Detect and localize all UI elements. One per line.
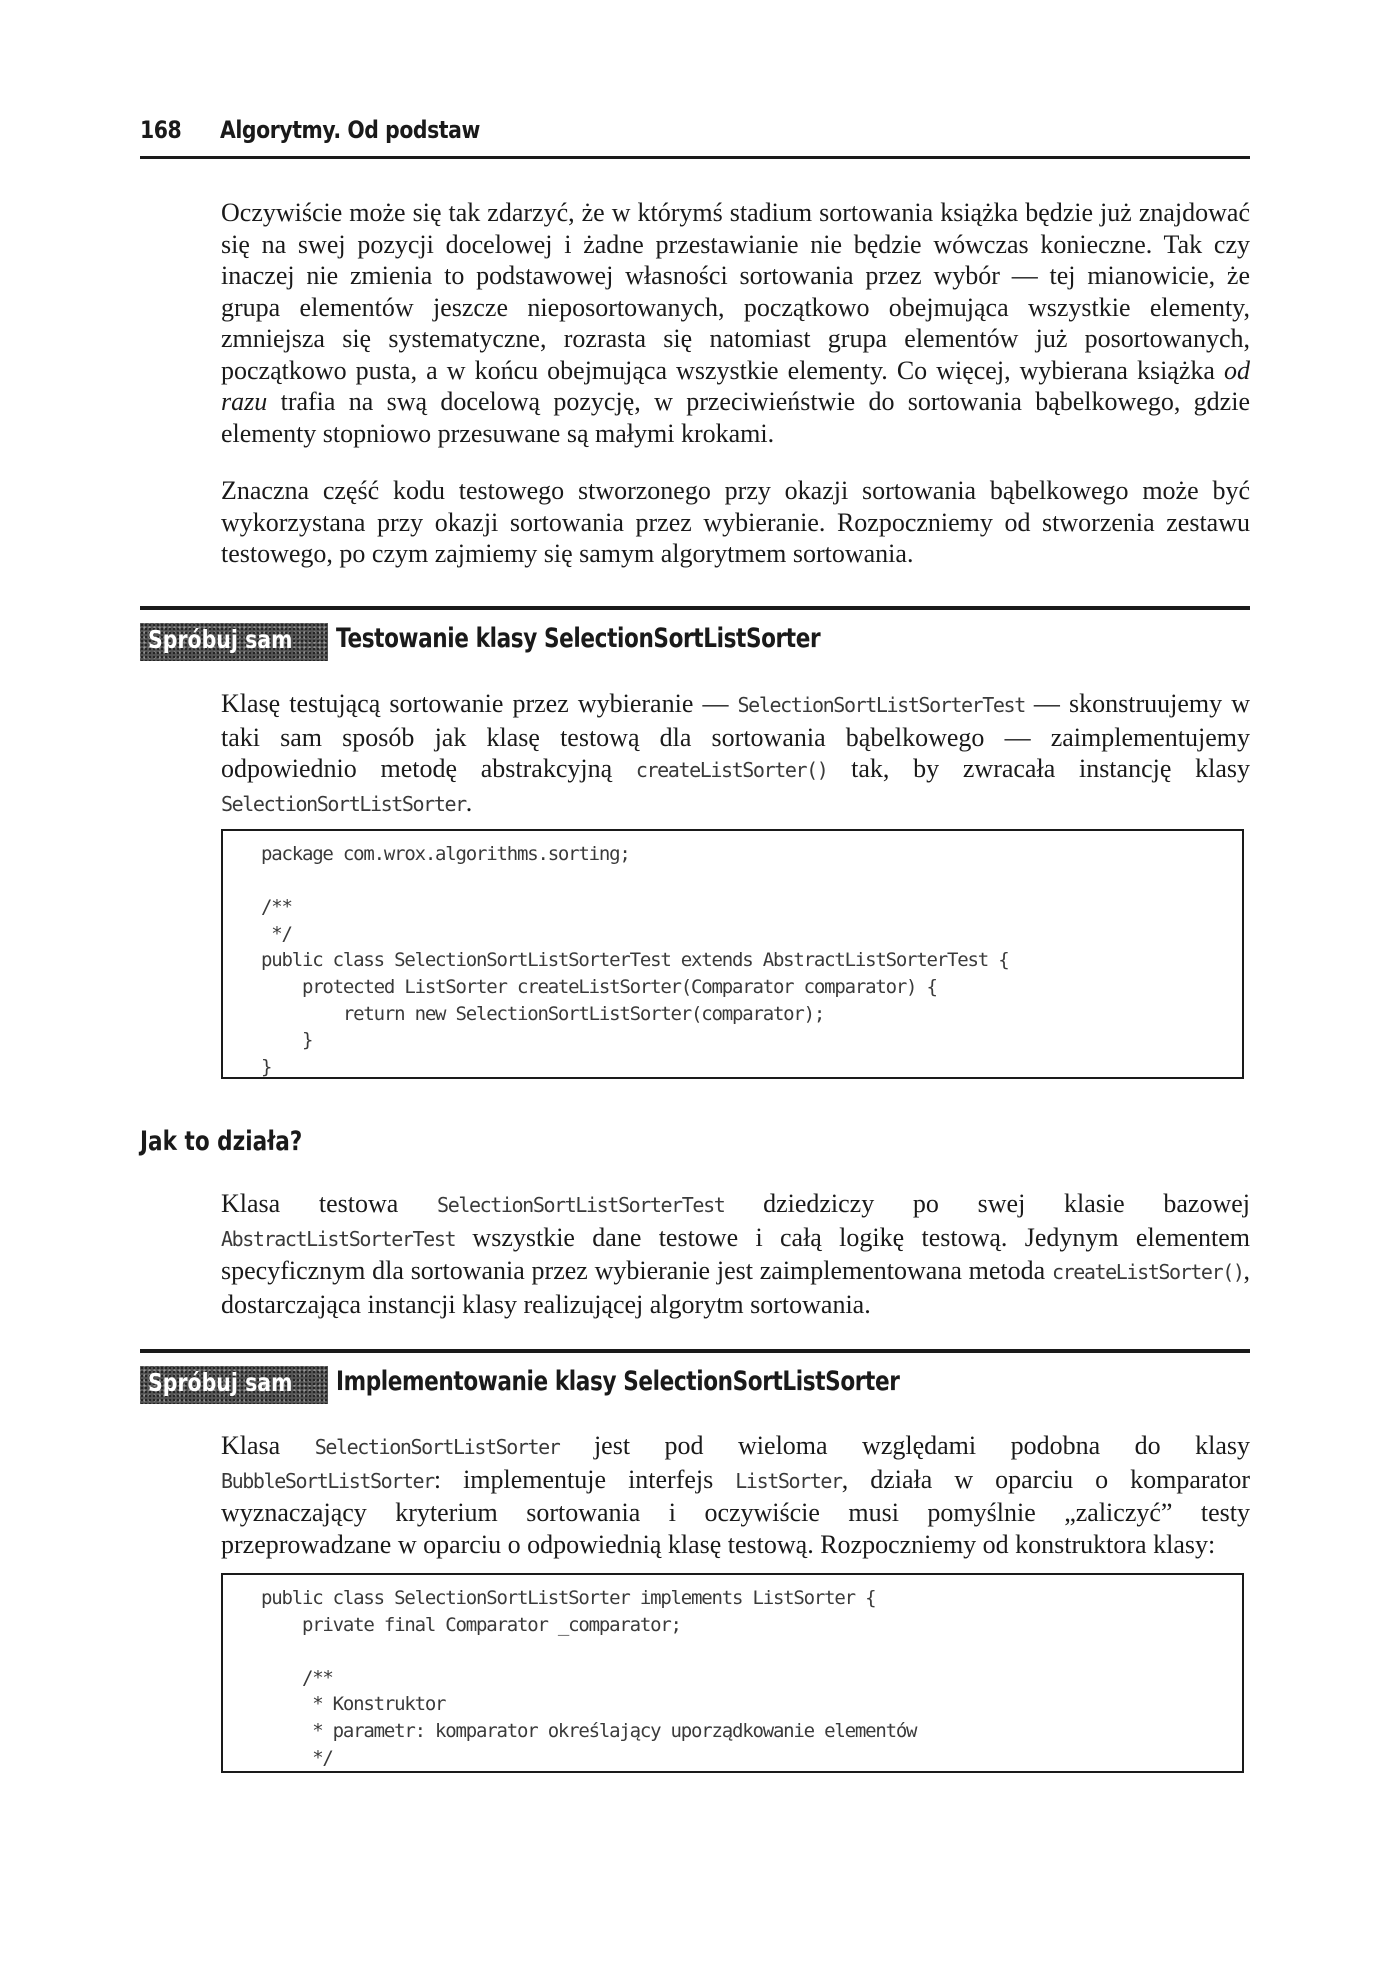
inline-code: AbstractListSorterTest <box>221 1226 456 1251</box>
paragraph-implementation-intro <box>221 1430 1250 1560</box>
paragraph-how-it-works <box>221 1188 1250 1320</box>
section-title: Implementowanie klasy SelectionSortListSorter <box>336 1366 900 1397</box>
inline-code: ListSorter <box>735 1468 842 1493</box>
inline-code: createListSorter() <box>1051 1260 1244 1284</box>
code-text: public class SelectionSortListSorter implements ListSorter { private final Comparator _comparator; /** * Konstruktor * parametr: komparator określający uporządkowanie elementów */ <box>261 1587 917 1769</box>
paragraph-text: Oczywiście może się tak zdarzyć, że w którymś stadium sortowania książka będzie już znajdować się na swej pozycji docelowej i żadne przestawianie nie będzie wówczas konieczne. Tak czy inaczej nie zmienia to podstawowej własności sortowania przez wybór — tej mianowicie, że grupa elementów jeszcze nieposortowanych, początkowo obejmująca wszystkie elementy, zmniejsza się systematyczne, rozrasta się natomiast grupa elementów już posortowanych, początkowo pusta, a w końcu obejmująca wszystkie elementy. Co więcej, wybierana książka <box>221 198 1250 385</box>
try-it-section-implementation <box>140 1349 1250 1407</box>
inline-code: BubbleSortListSorter <box>221 1468 434 1493</box>
try-it-badge <box>140 623 328 661</box>
paragraph-text: — skonstruujemy w taki sam sposób jak klasę testową dla sortowania bąbelkowego — zaimplementujemy odpowiednio metodę abstrakcyjną <box>221 689 1250 783</box>
paragraph-text: jest pod wieloma względami podobna do klasy <box>559 1431 1251 1460</box>
inline-code: SelectionSortListSorterTest <box>737 693 1025 717</box>
section-title: Testowanie klasy SelectionSortListSorter <box>336 623 821 654</box>
paragraph-test-reuse: Znaczna część kodu testowego stworzonego przy okazji sortowania bąbelkowego może być wykorzystana przy okazji sortowania przez wybieranie. Rozpoczniemy od stworzenia zestawu testowego, po czym zajmiemy się samym algorytmem sortowania. <box>221 476 1250 568</box>
paragraph-test-class-intro <box>221 688 1250 820</box>
paragraph-text: Klasa testowa <box>221 1189 438 1218</box>
try-it-badge-label: Spróbuj sam <box>148 625 293 654</box>
paragraph-text: trafia na swą docelową pozycję, w przeciwieństwie do sortowania bąbelkowego, gdzie elementy stopniowo przesuwane są małymi krokami. <box>221 387 1250 448</box>
code-listing-test-class <box>221 829 1244 1079</box>
running-header <box>140 112 1250 159</box>
paragraph-selection-sort-property <box>221 197 1250 449</box>
code-text: package com.wrox.algorithms.sorting; /** */ public class SelectionSortListSorterTest extends AbstractListSorterTest { protected ListSorter createListSorter(Comparator comparator) { return new SelectionSortListSorter(comparator); } } <box>261 843 1009 1078</box>
subheading-how-it-works: Jak to działa? <box>140 1126 303 1157</box>
book-title: Algorytmy. Od podstaw <box>220 116 480 144</box>
paragraph-text: , dostarczająca instancji klasy realizującej algorytm sortowania. <box>221 1256 1250 1319</box>
code-listing-sorter-class <box>221 1573 1244 1773</box>
paragraph-text: tak, by zwracała instancję klasy <box>827 754 1250 783</box>
paragraph-text: dziedziczy po swej klasie bazowej <box>724 1189 1250 1218</box>
paragraph-text: : implementuje interfejs <box>433 1464 736 1494</box>
page-number: 168 <box>140 116 182 144</box>
inline-code: SelectionSortListSorter <box>314 1435 560 1459</box>
paragraph-text: . <box>465 787 473 817</box>
paragraph-text: Klasa <box>221 1431 315 1460</box>
inline-code: SelectionSortListSorter <box>221 791 466 816</box>
paragraph-text: , działa w oparciu o komparator wyznaczający kryterium sortowania i oczywiście musi pomyślnie „zaliczyć” testy przeprowadzane w oparciu o odpowiednią klasę testową. Rozpoczniemy od konstruktora klasy: <box>221 1464 1250 1559</box>
try-it-badge-label: Spróbuj sam <box>148 1368 293 1397</box>
inline-code: createListSorter() <box>635 758 828 782</box>
inline-code: SelectionSortListSorterTest <box>437 1193 725 1217</box>
paragraph-text: Klasę testującą sortowanie przez wybieranie — <box>221 689 738 718</box>
paragraph-text: wszystkie dane testowe i całą logikę testową. Jedynym elementem specyficznym dla sortowania przez wybieranie jest zaimplementowana metoda <box>221 1222 1250 1285</box>
emphasis-text: od razu <box>221 355 1250 416</box>
try-it-section-testing <box>140 606 1250 664</box>
try-it-badge <box>140 1366 328 1404</box>
